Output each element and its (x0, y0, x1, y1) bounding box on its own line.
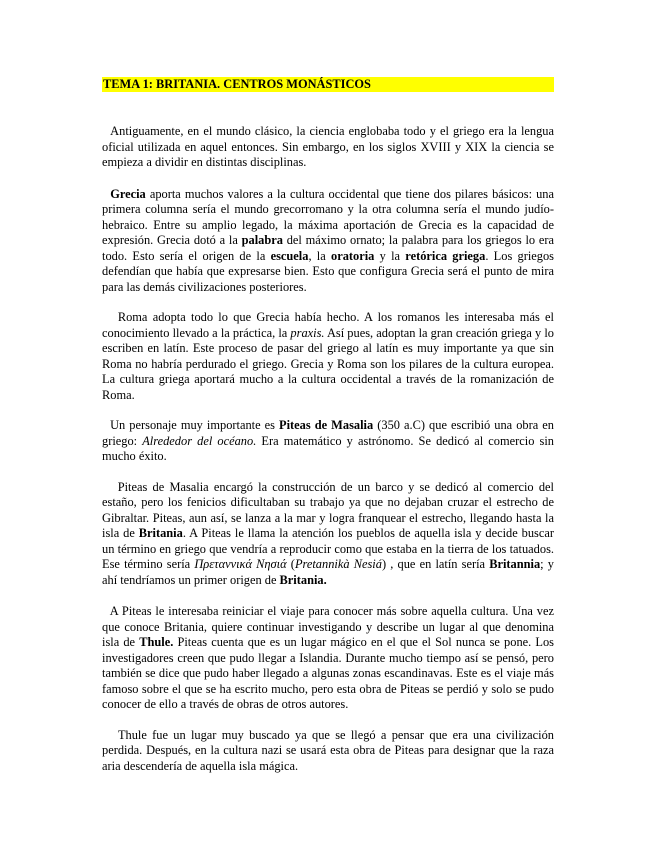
greek-term: Πρεταννικά Νησιά (194, 557, 287, 571)
paragraph-classical-science (102, 124, 554, 171)
p5-text-2: . A Piteas le llama la atención los pueblos de aquella isla y decide buscar un término en griego que vendría a reproducir como que estaba en la tierra de los tatuados. Ese término sería (102, 526, 554, 571)
paragraph-rome (102, 310, 554, 403)
p3-text-1: Roma adopta todo lo que Grecia había hecho. A los romanos les interesaba más el conocimiento llevado a la práctica, la (102, 310, 554, 340)
p1-text: Antiguamente, en el mundo clásico, la ciencia englobaba todo y el griego era la lengua oficial utilizada en aquel entonces. Sin embargo, en los siglos XVIII y XIX la ciencia se empieza a dividir en distintas disciplinas. (102, 124, 554, 169)
p4-text-1: Un personaje muy importante es (110, 418, 280, 432)
transliteration: Pretannikà Nesiá (294, 557, 382, 571)
paragraph-thule (102, 604, 554, 713)
term-oratoria: oratoria (331, 248, 375, 263)
term-britania: Britania (138, 526, 183, 540)
p3-text-2: Así pues, adoptan la gran creación griega y lo escriben en latín. Este proceso de pasar del griego al latín es muy importante ya que sin Roma no habría perdurado el griego. Grecia y Roma son los pilares de la cultura europea. La cultura griega aportará mucho a la cultura occidental a través de la romanización de Roma. (102, 325, 554, 402)
term-grecia: Grecia (110, 186, 146, 201)
term-thule: Thule. (139, 635, 174, 649)
p7-text: Thule fue un lugar muy buscado ya que se llegó a pensar que era una civilización perdida. Después, en la cultura nazi se usará esta obra de Piteas para designar que la raza aria descendería de aquella isla mágica. (102, 727, 555, 773)
p4-text-2: (350 a.C) que escribió una obra en griego: (102, 418, 554, 448)
p6-text-2: Piteas cuenta que es un lugar mágico en el que el Sol nunca se pone. Los investigadores creen que pudo llegar a Islandia. Durante mucho tiempo así se pensó, pero también se dice que pudo haber llegado a algunas zonas escandinavas. Este es el viaje más famoso sobre el que se ha escrito mucho, pero esta obra de Piteas se perdió y solo se pudo conocer de ello a través de obras de otros autores. (102, 635, 554, 711)
term-britania-origin: Britania. (279, 572, 327, 587)
paragraph-britania (102, 480, 554, 589)
work-title: Alrededor del océano. (142, 433, 257, 448)
p4-text-3: Era matemático y astrónomo. Se dedicó al comercio sin mucho éxito. (102, 433, 554, 463)
term-piteas: Piteas de Masalia (279, 418, 374, 432)
p5-text-1: Piteas de Masalia encargó la construcción de un barco y se dedicó al comercio del estaño, pero los fenicios dificultaban su trabajo ya que no dejaban cruzar el estrecho de Gibraltar. Piteas, aun así, se lanza a la mar y logra franquear el estrecho, llegando hasta la isla de (102, 479, 554, 540)
p5-text-3: ( (286, 557, 295, 571)
p2-text-3: , la (308, 248, 332, 263)
paragraph-thule-legacy (102, 728, 554, 775)
p2-text-2: del máximo ornato; la palabra para los griegos lo era todo. Esto sería el origen de la (102, 233, 554, 263)
p5-text-4: ) , que en latín sería (381, 557, 490, 571)
p6-text-1: A Piteas le interesaba reiniciar el viaje para conocer más sobre aquella cultura. Una vez que conoce Britania, quiere continuar investigando y describe un lugar al que denomina isla de (102, 604, 554, 649)
p5-text-5: ; y ahí tendríamos un primer origen de (102, 557, 554, 587)
p2-text-1: aporta muchos valores a la cultura occidental que tiene dos pilares básicos: una primera columna sería el mundo grecorromano y la otra columna sería el mundo judío-hebraico. Entre su amplio legado, la máxima aportación de Grecia es la capacidad de expresión. Grecia dotó a la (102, 186, 554, 247)
term-britannia: Britannia (489, 557, 541, 571)
paragraph-piteas (102, 418, 554, 465)
term-retorica: retórica griega (405, 248, 486, 263)
document-page (102, 77, 554, 774)
term-palabra: palabra (241, 233, 283, 247)
paragraph-greece (102, 187, 554, 296)
p2-text-5: . Los griegos defendían que había que expresarse bien. Esto que configura Grecia será el punto de mira para las demás civilizaciones posteriores. (102, 248, 555, 294)
p2-text-4: y la (374, 248, 406, 263)
term-praxis: praxis. (290, 325, 325, 340)
section-title: TEMA 1: BRITANIA. CENTROS MONÁSTICOS (102, 77, 554, 92)
term-escuela: escuela (270, 248, 309, 263)
